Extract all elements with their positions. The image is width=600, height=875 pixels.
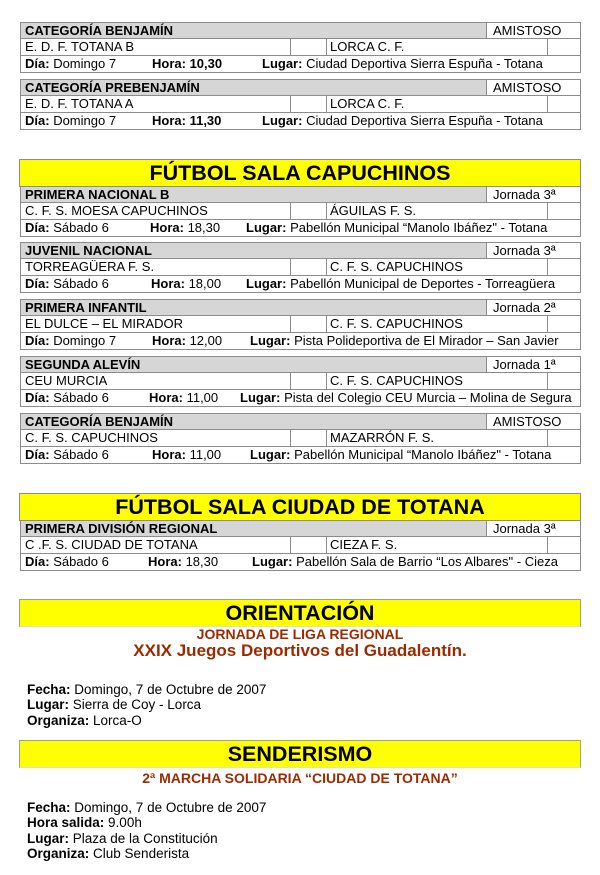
match-venue: Lugar: Pabellón Municipal de Deportes - Torreagüera [246, 276, 556, 291]
score-cell [547, 373, 549, 389]
score-cell [290, 259, 327, 275]
orientacion-subtitle: JORNADA DE LIGA REGIONAL [196, 626, 404, 642]
category-header [21, 414, 580, 430]
round-label: Jornada 2ª [486, 300, 580, 315]
category-header [21, 300, 580, 316]
category-header [21, 243, 580, 259]
match-day: Día: Domingo 7 [25, 113, 117, 128]
round-label: Jornada 3ª [486, 521, 580, 536]
home-team: E. D. F. TOTANA A [25, 96, 134, 111]
match-card [20, 413, 581, 464]
category-header [21, 187, 580, 203]
round-label: AMISTOSO [486, 23, 580, 38]
round-label: Jornada 3ª [486, 243, 580, 258]
home-team: C .F. S. CIUDAD DE TOTANA [25, 537, 198, 552]
match-info-row [21, 390, 580, 406]
detail-lugar: Lugar: Plaza de la Constitución [27, 830, 218, 846]
detail-hora-salida: Hora salida: 9.00h [27, 815, 142, 831]
match-time: Hora: 11,30 [152, 113, 222, 128]
score-cell [547, 96, 549, 112]
match-info-row [21, 447, 580, 463]
category-name: CATEGORÍA PREBENJAMÍN [25, 80, 200, 95]
detail-fecha: Fecha: Domingo, 7 de Octubre de 2007 [27, 682, 267, 697]
match-venue: Lugar: Pabellón Municipal “Manolo Ibáñez" - Totana [250, 447, 552, 462]
orientacion-details [27, 682, 266, 728]
teams-row [21, 96, 580, 113]
match-card [20, 356, 581, 407]
match-time: Hora: 18,30 [148, 554, 219, 569]
match-day: Día: Sábado 6 [25, 390, 109, 405]
match-info-row [21, 113, 580, 129]
away-team: ÁGUILAS F. S. [330, 203, 416, 218]
match-info-row [21, 333, 580, 349]
round-label: Jornada 3ª [486, 187, 580, 202]
home-team: CEU MURCIA [25, 373, 108, 388]
section-title-senderismo: SENDERISMO [19, 740, 581, 768]
category-name: PRIMERA DIVISIÓN REGIONAL [25, 521, 218, 536]
teams-row [21, 39, 580, 56]
match-card [20, 299, 581, 350]
teams-row [21, 259, 580, 276]
match-venue: Lugar: Ciudad Deportiva Sierra Espuña - Totana [262, 56, 543, 71]
score-cell [290, 430, 327, 446]
match-time: Hora: 10,30 [152, 56, 223, 71]
match-time: Hora: 11,00 [152, 447, 222, 462]
match-info-row [21, 56, 580, 72]
senderismo-details [27, 800, 266, 861]
match-day: Día: Sábado 6 [25, 447, 109, 462]
away-team: MAZARRÓN F. S. [330, 430, 435, 445]
match-day: Día: Domingo 7 [25, 333, 117, 348]
match-info-row [21, 554, 580, 570]
detail-organiza: Organiza: Lorca-O [27, 712, 142, 728]
match-info-row [21, 276, 580, 292]
away-team: C. F. S. CAPUCHINOS [330, 373, 463, 388]
away-team: C. F. S. CAPUCHINOS [330, 259, 463, 274]
detail-fecha: Fecha: Domingo, 7 de Octubre de 2007 [27, 800, 267, 815]
away-team: LORCA C. F. [330, 39, 405, 54]
score-cell [290, 203, 327, 219]
match-day: Día: Domingo 7 [25, 56, 117, 71]
detail-organiza: Organiza: Club Senderista [27, 845, 190, 861]
teams-row [21, 316, 580, 333]
match-time: Hora: 11,00 [149, 390, 219, 405]
home-team: TORREAGÜERA F. S. [25, 259, 155, 274]
section-title-futbol-sala-capuchinos: FÚTBOL SALA CAPUCHINOS [19, 159, 581, 187]
home-team: C. F. S. MOESA CAPUCHINOS [25, 203, 208, 218]
score-cell [547, 316, 549, 332]
teams-row [21, 430, 580, 447]
match-card [20, 520, 581, 571]
senderismo-subtitle: 2ª MARCHA SOLIDARIA “CIUDAD DE TOTANA” [142, 770, 458, 786]
category-name: PRIMERA NACIONAL B [25, 187, 170, 202]
category-name: PRIMERA INFANTIL [25, 300, 147, 315]
match-time: Hora: 12,00 [152, 333, 223, 348]
category-header [21, 23, 580, 39]
home-team: EL DULCE – EL MIRADOR [25, 316, 183, 331]
home-team: C. F. S. CAPUCHINOS [25, 430, 158, 445]
category-name: JUVENIL NACIONAL [25, 243, 152, 258]
match-day: Día: Sábado 6 [25, 220, 109, 235]
score-cell [547, 203, 549, 219]
match-card [20, 22, 581, 73]
match-card [20, 242, 581, 293]
match-venue: Lugar: Pabellón Sala de Barrio “Los Albares" - Cieza [252, 554, 558, 569]
score-cell [290, 96, 327, 112]
round-label: Jornada 1ª [486, 357, 580, 372]
category-name: SEGUNDA ALEVÍN [25, 357, 141, 372]
section-title-orientacion: ORIENTACIÓN [19, 599, 581, 627]
category-name: CATEGORÍA BENJAMÍN [25, 414, 174, 429]
detail-lugar: Lugar: Sierra de Coy - Lorca [27, 697, 202, 713]
match-card [20, 186, 581, 237]
score-cell [290, 316, 327, 332]
match-day: Día: Sábado 6 [25, 554, 109, 569]
teams-row [21, 203, 580, 220]
match-venue: Lugar: Pabellón Municipal “Manolo Ibáñez" - Totana [246, 220, 548, 235]
match-venue: Lugar: Pista del Colegio CEU Murcia – Molina de Segura [240, 390, 572, 405]
match-time: Hora: 18,00 [151, 276, 222, 291]
teams-row [21, 373, 580, 390]
away-team: C. F. S. CAPUCHINOS [330, 316, 463, 331]
score-cell [547, 430, 549, 446]
category-header [21, 357, 580, 373]
home-team: E. D. F. TOTANA B [25, 39, 135, 54]
away-team: LORCA C. F. [330, 96, 405, 111]
match-info-row [21, 220, 580, 236]
match-time: Hora: 18,30 [150, 220, 221, 235]
section-title-futbol-sala-ciudad-totana: FÚTBOL SALA CIUDAD DE TOTANA [19, 493, 581, 521]
category-header [21, 80, 580, 96]
orientacion-event-name: XXIX Juegos Deportivos del Guadalentín. [133, 641, 467, 660]
match-day: Día: Sábado 6 [25, 276, 109, 291]
score-cell [547, 537, 549, 553]
score-cell [290, 537, 327, 553]
teams-row [21, 537, 580, 554]
category-name: CATEGORÍA BENJAMÍN [25, 23, 174, 38]
score-cell [290, 373, 327, 389]
match-venue: Lugar: Pista Polideportiva de El Mirador – San Javier [250, 333, 559, 348]
score-cell [547, 39, 549, 55]
round-label: AMISTOSO [486, 80, 580, 95]
away-team: CIEZA F. S. [330, 537, 398, 552]
category-header [21, 521, 580, 537]
round-label: AMISTOSO [486, 414, 580, 429]
match-card [20, 79, 581, 130]
score-cell [290, 39, 327, 55]
match-venue: Lugar: Ciudad Deportiva Sierra Espuña - Totana [262, 113, 543, 128]
score-cell [547, 259, 549, 275]
